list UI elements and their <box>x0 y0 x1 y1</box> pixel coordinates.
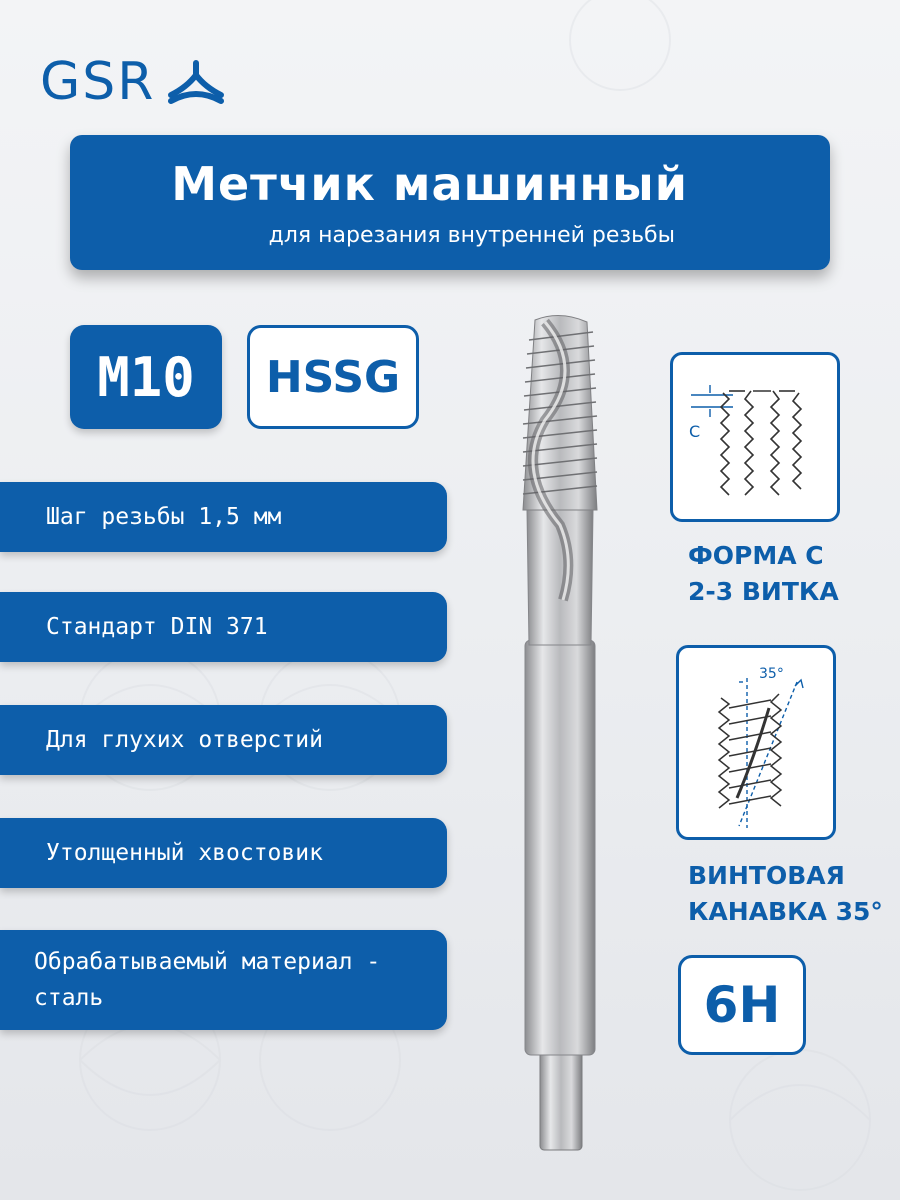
thread-form-icon <box>673 355 837 519</box>
size-badge: M10 <box>70 325 222 429</box>
feature-text: Обрабатываемый материал - <box>34 949 381 975</box>
feature-text: Для глухих отверстий <box>46 727 323 753</box>
form-label-line2: 2-3 ВИТКА <box>688 577 839 606</box>
feature-blind-holes <box>0 705 447 775</box>
logo-text: GSR <box>40 52 156 112</box>
flute-label-line1: ВИНТОВАЯ <box>688 861 845 890</box>
gsr-logo-mark-icon <box>165 57 227 107</box>
form-marker: C <box>689 422 701 441</box>
feature-text: Шаг резьбы 1,5 мм <box>46 504 282 530</box>
form-label-line1: ФОРМА С <box>688 541 824 570</box>
feature-thread-pitch <box>0 482 447 552</box>
feature-text: сталь <box>34 985 104 1011</box>
spiral-flute-icon <box>679 648 833 837</box>
flute-label-line2: КАНАВКА 35° <box>688 897 883 926</box>
title-banner <box>70 135 830 270</box>
flute-angle: 35° <box>759 666 784 682</box>
product-subtitle: для нарезания внутренней резьбы <box>268 223 675 248</box>
product-title: Метчик машинный <box>171 157 688 211</box>
material-badge: HSSG <box>247 325 419 429</box>
spiral-flute-diagram <box>676 645 836 840</box>
feature-standard <box>0 592 447 662</box>
brand-logo <box>40 52 227 112</box>
flute-label <box>688 858 883 930</box>
tolerance-badge: 6H <box>678 955 806 1055</box>
feature-text: Утолщенный хвостовик <box>46 840 323 866</box>
feature-text: Стандарт DIN 371 <box>46 614 268 640</box>
feature-shank <box>0 818 447 888</box>
chamfer-form-diagram <box>670 352 840 522</box>
machine-tap-icon <box>505 310 615 1155</box>
form-label <box>688 538 839 610</box>
feature-material <box>0 930 447 1030</box>
